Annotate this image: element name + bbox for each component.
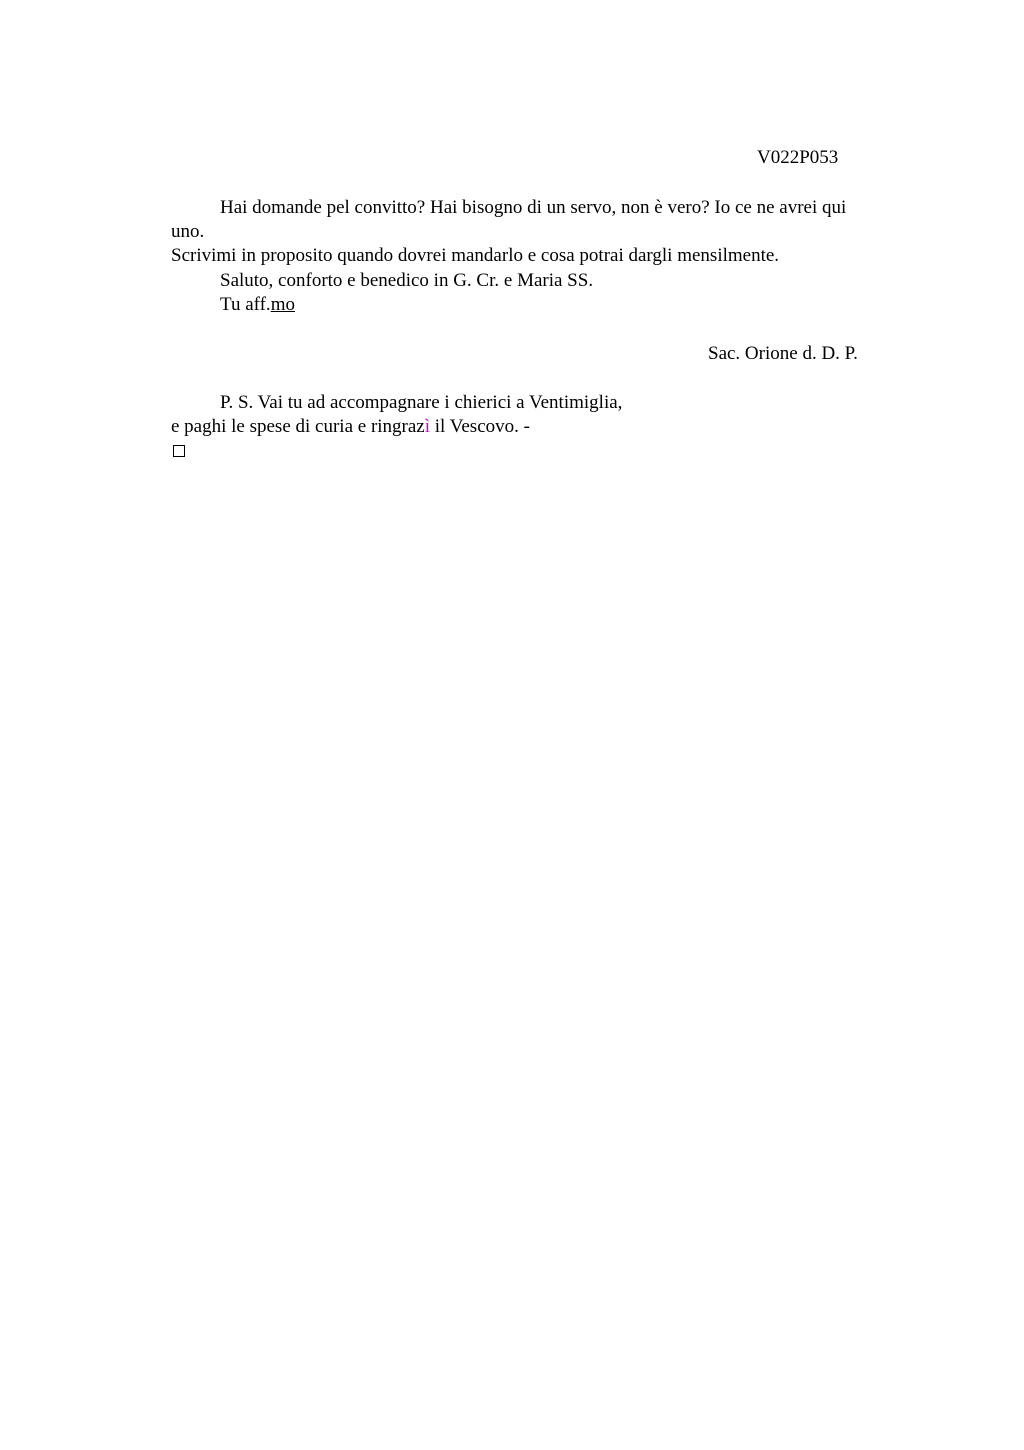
checkbox-square-icon (173, 445, 185, 457)
paragraph-1-line-1: Hai domande pel convitto? Hai bisogno di un servo, non è vero? Io ce ne avrei qui (220, 197, 847, 218)
postscript-accent-char: ì (424, 416, 431, 437)
closing-prefix: Tu aff. (220, 294, 271, 315)
page-code: V022P053 (757, 147, 839, 168)
postscript-line-2 (171, 415, 530, 439)
postscript-line-1: P. S. Vai tu ad accompagnare i chierici a Ventimiglia, (220, 392, 623, 413)
paragraph-scrivimi: Scrivimi in proposito quando dovrei mandarlo e cosa potrai dargli mensilmente. (171, 245, 780, 266)
paragraph-1-line-2: uno. (171, 221, 205, 242)
postscript-line-2-before: e paghi le spese di curia e ringraz (171, 416, 425, 437)
closing-line (220, 293, 295, 317)
postscript-line-2-after: il Vescovo. - (430, 416, 530, 437)
closing-suffix: mo (270, 294, 295, 315)
signature: Sac. Orione d. D. P. (708, 343, 858, 364)
paragraph-saluto: Saluto, conforto e benedico in G. Cr. e Maria SS. (220, 270, 594, 291)
